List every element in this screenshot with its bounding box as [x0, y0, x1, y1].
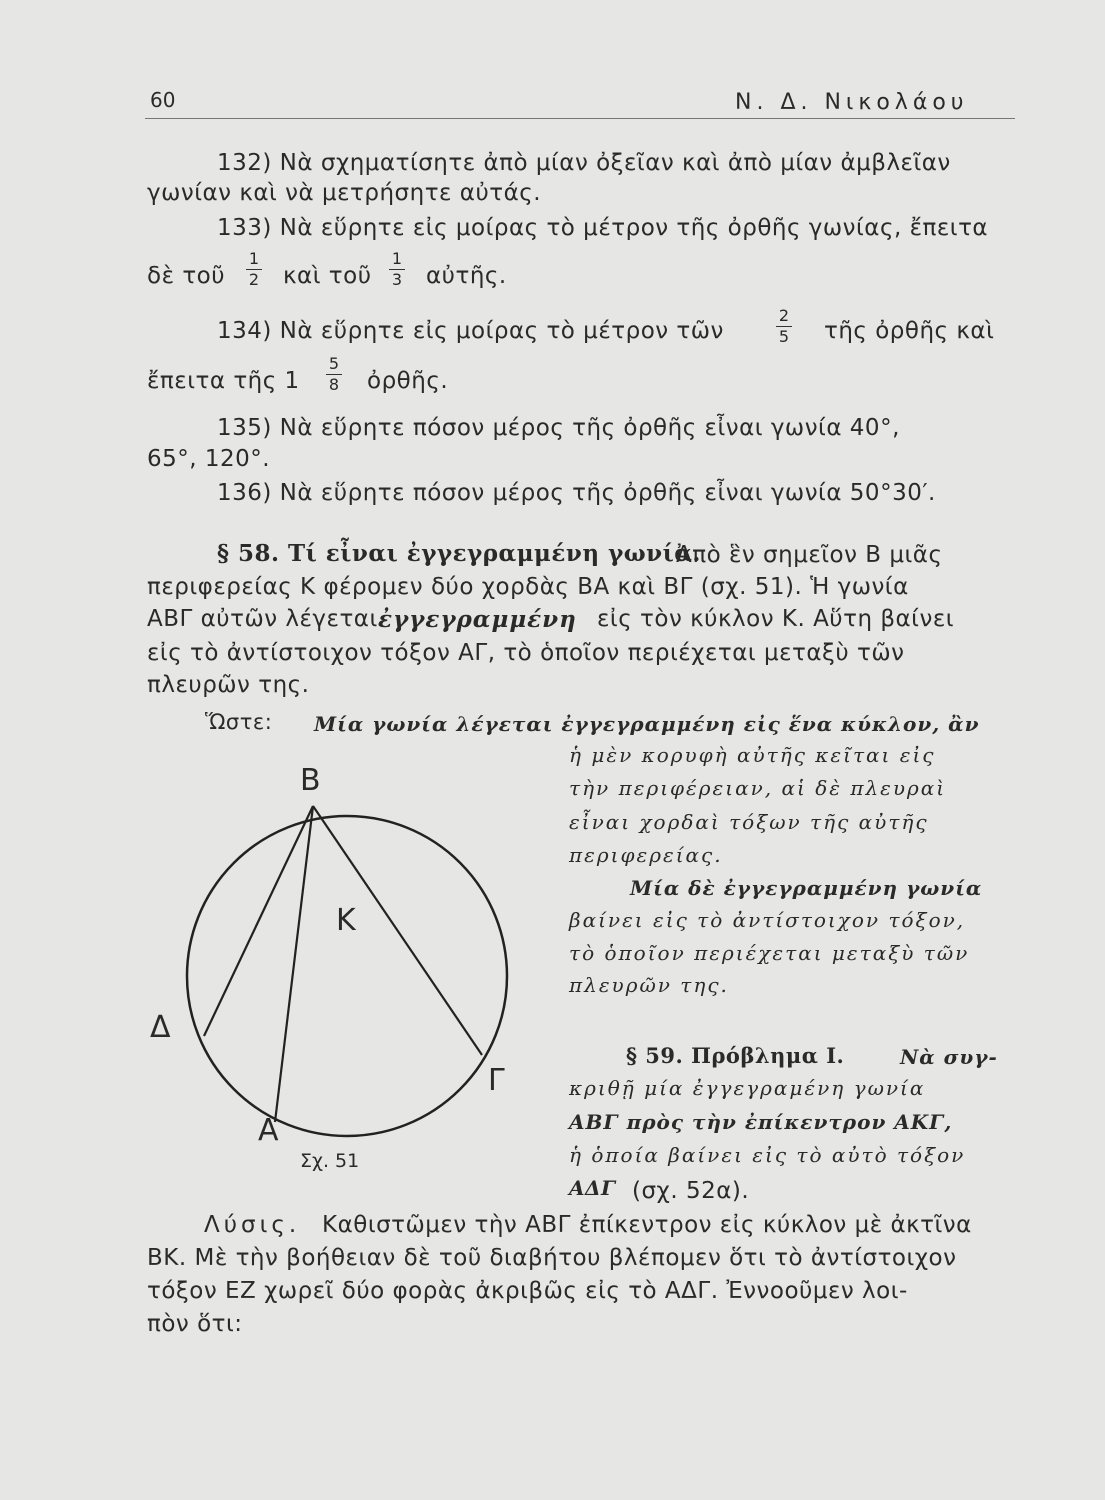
fraction-five-eighths [324, 355, 344, 394]
fraction-denominator: 3 [391, 270, 403, 289]
header-rule [145, 118, 1015, 119]
solution-label: Λύσις. [204, 1212, 301, 1238]
point-label-a: Α [258, 1113, 279, 1148]
solution-line3: τόξον ΕΖ χωρεῖ δύο φορὰς ἀκριβῶς εἰς τὸ ΑΔΓ. Ἐννοοῦμεν λοι- [147, 1278, 908, 1304]
exercise-133-text-a: δὲ τοῦ [147, 263, 226, 289]
definition-line3: τὴν περιφέρειαν, αἱ δὲ πλευραὶ [569, 776, 947, 800]
section-58-line2: περιφερείας Κ φέρομεν δύο χορδὰς ΒΑ καὶ ΒΓ (σχ. 51). Ἡ γωνία [147, 574, 909, 600]
exercise-134-text-c: ἔπειτα τῆς 1 [147, 368, 300, 394]
exercise-132-line2: γωνίαν καὶ νὰ μετρήσητε αὐτάς. [147, 180, 542, 206]
section-59-line5-b: (σχ. 52α). [632, 1178, 750, 1204]
exercise-135-line1: 135) Νὰ εὕρητε πόσον μέρος τῆς ὀρθῆς εἶναι γωνία 40°, [217, 415, 900, 441]
exercise-133-line1: 133) Νὰ εὕρητε εἰς μοίρας τὸ μέτρον τῆς ὀρθῆς γωνίας, ἔπειτα [217, 215, 989, 241]
chord-ba [275, 806, 313, 1122]
section-59-line4: ἡ ὁποία βαίνει εἰς τὸ αὐτὸ τόξον [569, 1143, 966, 1167]
section-58-line5: πλευρῶν της. [147, 672, 310, 698]
section-58-line3-b: εἰς τὸν κύκλον Κ. Αὕτη βαίνει [597, 606, 955, 632]
fraction-denominator: 5 [778, 327, 790, 346]
fraction-denominator: 2 [248, 270, 260, 289]
figure-51-diagram [150, 760, 550, 1180]
solution-line4: πὸν ὅτι: [147, 1311, 243, 1337]
fraction-numerator: 1 [391, 249, 403, 268]
point-label-g: Γ [488, 1063, 505, 1098]
exercise-132-line1: 132) Νὰ σχηματίσητε ἀπὸ μίαν ὀξεῖαν καὶ ἀπὸ μίαν ἀμβλεῖαν [217, 150, 951, 176]
section-58-term-inscribed: ἐγγεγραμμένη [378, 606, 577, 633]
fraction-one-third [387, 250, 407, 289]
exercise-134-text-b: τῆς ὀρθῆς καὶ [824, 318, 995, 344]
definition-line9: πλευρῶν της. [569, 973, 729, 997]
fraction-denominator: 8 [328, 375, 340, 394]
fraction-two-fifths [774, 307, 794, 346]
fraction-one-half [244, 250, 264, 289]
fraction-numerator: 1 [248, 249, 260, 268]
circle-k [187, 816, 507, 1136]
chord-bd [204, 806, 313, 1036]
definition-line4: εἶναι χορδαὶ τόξων τῆς αὐτῆς [569, 810, 929, 834]
fraction-numerator: 2 [778, 306, 790, 325]
exercise-135-line2: 65°, 120°. [147, 446, 271, 472]
fraction-numerator: 5 [328, 354, 340, 373]
exercise-134-text-a: 134) Νὰ εὕρητε εἰς μοίρας τὸ μέτρον τῶν [217, 318, 724, 344]
definition-line8: τὸ ὁποῖον περιέχεται μεταξὺ τῶν [569, 941, 970, 965]
exercise-133-text-b: καὶ τοῦ [283, 263, 372, 289]
solution-line1: Καθιστῶμεν τὴν ΑΒΓ ἐπίκεντρον εἰς κύκλον μὲ ἀκτῖνα [322, 1212, 972, 1238]
running-head-author: Ν. Δ. Νικολάου [735, 90, 969, 115]
section-59-line1: Νὰ συγ- [900, 1045, 998, 1069]
section-58-title: § 58. Τί εἶναι ἐγγεγραμμένη γωνία. [217, 540, 701, 567]
page-number: 60 [150, 88, 176, 112]
section-59-title: § 59. Πρόβλημα Ι. [626, 1043, 845, 1068]
solution-line2: ΒΚ. Μὲ τὴν βοήθειαν δὲ τοῦ διαβήτου βλέπομεν ὅτι τὸ ἀντίστοιχον [147, 1245, 957, 1271]
exercise-133-text-c: αὐτῆς. [426, 263, 507, 289]
section-58-line1-rest: Ἀπὸ ἓν σημεῖον Β μιᾶς [676, 542, 943, 568]
definition-line5: περιφερείας. [569, 843, 723, 867]
definition-line2: ἡ μὲν κορυφὴ αὐτῆς κεῖται εἰς [569, 743, 936, 767]
section-59-line2: κριθῇ μία ἐγγεγραμένη γωνία [569, 1076, 926, 1100]
exercise-134-text-d: ὀρθῆς. [367, 368, 449, 394]
definition-line7: βαίνει εἰς τὸ ἀντίστοιχον τόξον, [569, 908, 966, 932]
section-58-line3-a: ΑΒΓ αὐτῶν λέγεται [147, 606, 378, 632]
definition-line6: Μία δὲ ἐγγεγραμμένη γωνία [630, 876, 983, 900]
point-label-b: Β [300, 763, 321, 798]
point-label-k: Κ [336, 903, 356, 938]
section-59-line5-a: ΑΔΓ [569, 1176, 616, 1200]
section-59-line3: ΑΒΓ πρὸς τὴν ἐπίκεντρον ΑΚΓ, [569, 1110, 953, 1134]
section-58-line4: εἰς τὸ ἀντίστοιχον τόξον ΑΓ, τὸ ὁποῖον περιέχεται μεταξὺ τῶν [147, 640, 905, 666]
figure-51-caption: Σχ. 51 [300, 1150, 360, 1172]
definition-line1: Μία γωνία λέγεται ἐγγεγραμμένη εἰς ἕνα κύκλον, ἂν [314, 712, 980, 736]
point-label-d: Δ [150, 1010, 171, 1045]
exercise-136-line1: 136) Νὰ εὕρητε πόσον μέρος τῆς ὀρθῆς εἶναι γωνία 50°30′. [217, 480, 936, 506]
definition-lead: Ὥστε: [205, 710, 273, 734]
